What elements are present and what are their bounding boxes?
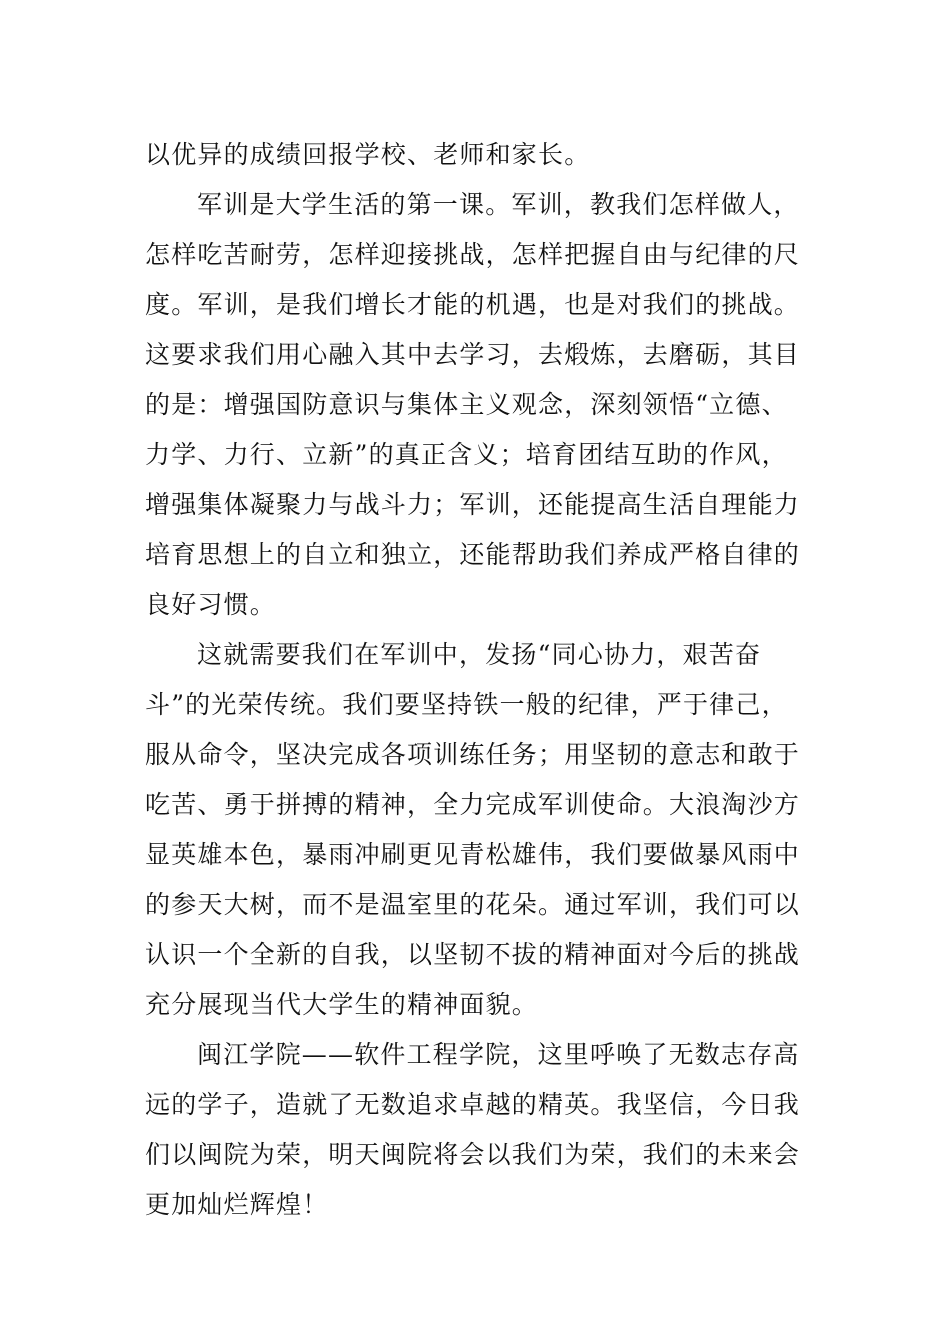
text-line: 们以闽院为荣，明天闽院将会以我们为荣，我们的未来会	[145, 1140, 801, 1169]
text-line: 怎样吃苦耐劳，怎样迎接挑战，怎样把握自由与纪律的尺	[145, 240, 801, 269]
text-line: 显英雄本色，暴雨冲刷更见青松雄伟，我们要做暴风雨中	[145, 840, 801, 869]
text-line: 培育思想上的自立和独立，还能帮助我们养成严格自律的	[145, 540, 801, 569]
text-line: 的参天大树，而不是温室里的花朵。通过军训，我们可以	[145, 890, 801, 919]
paragraph-3	[145, 630, 810, 1030]
text-line: 这就需要我们在军训中，发扬“同心协力，艰苦奋	[197, 640, 762, 669]
text-line: 良好习惯。	[145, 590, 277, 619]
paragraph-4	[145, 1030, 810, 1230]
text-line: 服从命令，坚决完成各项训练任务；用坚韧的意志和敢于	[145, 740, 801, 769]
text-line: 更加灿烂辉煌！	[145, 1190, 329, 1219]
text-line: 的是：增强国防意识与集体主义观念，深刻领悟“立德、	[145, 390, 788, 419]
text-line: 闽江学院——软件工程学院，这里呼唤了无数志存高	[197, 1040, 800, 1069]
text-line: 军训是大学生活的第一课。军训，教我们怎样做人，	[197, 190, 800, 219]
text-line: 远的学子，造就了无数追求卓越的精英。我坚信，今日我	[145, 1090, 801, 1119]
text-line: 以优异的成绩回报学校、老师和家长。	[145, 140, 591, 169]
text-line: 这要求我们用心融入其中去学习，去煅炼，去磨砺，其目	[145, 340, 801, 369]
text-line: 度。军训，是我们增长才能的机遇，也是对我们的挑战。	[145, 290, 801, 319]
text-line: 充分展现当代大学生的精神面貌。	[145, 990, 539, 1019]
document-body	[145, 130, 810, 1230]
text-line: 增强集体凝聚力与战斗力；军训，还能提高生活自理能力	[145, 490, 801, 519]
text-line: 力学、力行、立新”的真正含义；培育团结互助的作风，	[145, 440, 788, 469]
text-line: 斗”的光荣传统。我们要坚持铁一般的纪律，严于律己，	[145, 690, 788, 719]
text-line: 吃苦、勇于拼搏的精神，全力完成军训使命。大浪淘沙方	[145, 790, 801, 819]
paragraph-2	[145, 180, 810, 630]
paragraph-1	[145, 130, 810, 180]
text-line: 认识一个全新的自我，以坚韧不拔的精神面对今后的挑战	[145, 940, 801, 969]
